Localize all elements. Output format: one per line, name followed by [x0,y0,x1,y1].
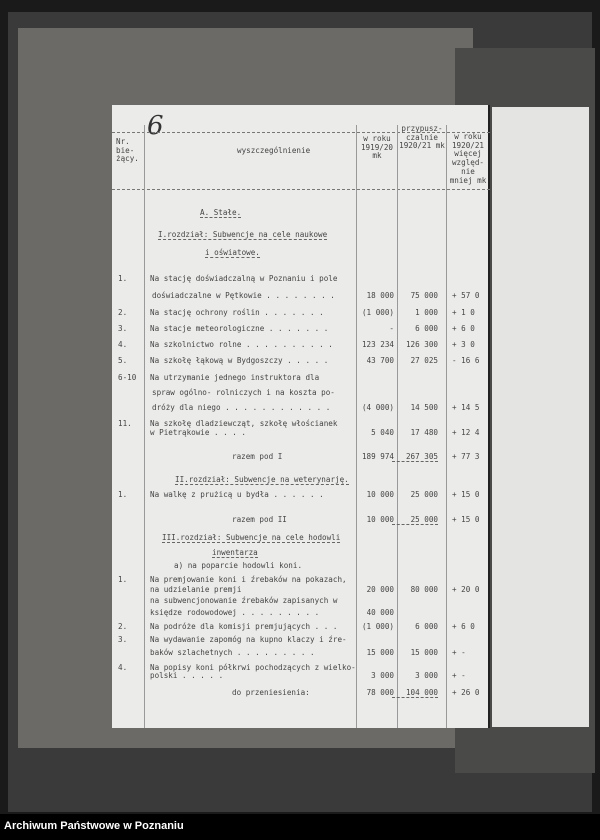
value-1919-20: (4 000) [361,403,394,412]
chapter-3-title: III.rozdział: Subwencje na cele hodowli [162,533,341,542]
total-chapter-1-label: razem pod I [232,452,283,461]
value-1919-20: 10 000 [366,490,394,499]
carry-forward-1920-21: 104 000 [392,689,438,698]
value-difference: + 57 0 [452,291,480,300]
chapter-1-title: I.rozdział: Subwencje na cele naukowe [158,230,328,239]
row-number: 1. [118,274,128,283]
document-page [112,105,490,728]
row-description: Na szkołę łąkową w Bydgoszczy . . . . . [150,356,329,365]
header-col2: przypusz- czalnie 1920/21 mk [399,124,445,151]
total-chapter-2-1919-20: 10 000 [366,515,394,524]
section-a-title: A. Stałe. [200,208,242,217]
header-col3: w roku 1920/21 więcej względ- nie mniej mk [449,132,487,185]
value-1919-20: 18 000 [366,291,394,300]
value-1920-21: 126 300 [405,340,438,349]
column-divider [356,125,357,728]
row-description: księdze rodowodowej . . . . . . . . . [150,608,320,617]
value-1919-20: 40 000 [366,608,394,617]
row-description: Na stacje meteorologiczne . . . . . . . [150,324,329,333]
carry-forward-difference: + 26 0 [452,688,480,697]
value-difference: + 14 5 [452,403,480,412]
header-nr: Nr. bie- żący. [116,137,139,164]
value-1920-21: 14 500 [410,403,438,412]
value-1920-21: 3 000 [415,671,438,680]
row-description: na subwencjonowanie źrebaków zapisanych w [150,596,338,605]
value-1920-21: 15 000 [410,648,438,657]
chapter-1-title-cont: i oświatowe. [205,248,260,257]
value-1920-21: 80 000 [410,585,438,594]
value-1920-21: 1 000 [415,308,438,317]
row-number: 1. [118,575,128,584]
column-divider [446,125,447,728]
value-difference: + 6 0 [452,324,475,333]
row-description: Na popisy koni półkrwi pochodzących z wielko- [150,663,356,672]
value-difference: + 6 0 [452,622,475,631]
column-divider [144,125,145,728]
value-1920-21: 27 025 [410,356,438,365]
chapter-3-title-cont: inwentarza [212,548,258,557]
value-1919-20: - [389,324,394,333]
row-description: Na podróże dla komisji premjujących . . . [150,622,338,631]
row-description: polski . . . . . [150,671,224,680]
value-1919-20: 5 040 [371,428,394,437]
value-1919-20: 43 700 [366,356,394,365]
chapter-2-title: II.rozdział: Subwencje na weterynarję. [175,475,349,484]
row-number: 4. [118,340,128,349]
header-desc: wyszczególnienie [237,146,311,155]
value-1919-20: 123 234 [361,340,394,349]
row-description: na udzielanie premji [150,585,242,594]
value-1919-20: 15 000 [366,648,394,657]
header-rule-bottom [112,189,490,190]
row-number: 4. [118,663,128,672]
total-chapter-2-label: razem pod II [232,515,287,524]
row-description: Na premjowanie koni i źrebaków na pokazach, [150,575,347,584]
row-description: Na szkolnictwo rolne . . . . . . . . . . [150,340,333,349]
value-1920-21: 6 000 [415,622,438,631]
value-difference: - 16 6 [452,356,480,365]
row-description: Na stację ochrony roślin . . . . . . . [150,308,324,317]
value-1920-21: 6 000 [415,324,438,333]
column-divider [397,125,398,728]
archive-credit: Archiwum Państwowe w Poznaniu [4,820,184,832]
value-difference: + - [452,648,466,657]
row-description: w Pietrąkowie . . . . [150,428,247,437]
row-number: 3. [118,635,128,644]
row-description: baków szlachetnych . . . . . . . . . [150,648,315,657]
row-description: Na wydawanie zapomóg na kupno klaczy i źre- [150,635,347,644]
value-1919-20: 3 000 [371,671,394,680]
value-difference: + 12 4 [452,428,480,437]
total-chapter-1-1919-20: 189 974 [361,452,394,461]
row-description: Na stację doświadczalną w Poznaniu i pole [150,274,338,283]
total-chapter-2-1920-21: 25 000 [392,516,438,525]
row-description: Na utrzymanie jednego instruktora dla [150,373,320,382]
value-difference: + - [452,671,466,680]
value-1920-21: 25 000 [410,490,438,499]
row-description: spraw ogólno- rolniczych i na koszta po- [152,388,335,397]
value-difference: + 20 0 [452,585,480,594]
row-description: Na szkołę dladziewcząt, szkołę włościanek [150,419,338,428]
row-number: 11. [118,419,132,428]
value-1920-21: 75 000 [410,291,438,300]
row-number: 2. [118,622,128,631]
value-1920-21: 17 480 [410,428,438,437]
carry-forward-label: do przeniesienia: [232,688,310,697]
total-chapter-1-difference: + 77 3 [452,452,480,461]
row-number: 3. [118,324,128,333]
row-number: 1. [118,490,128,499]
adjacent-page-strip [492,107,589,727]
value-difference: + 15 0 [452,490,480,499]
row-number: 6-10 [118,373,137,382]
total-chapter-1-1920-21: 267 305 [392,453,438,462]
row-description: doświadczalne w Pętkowie . . . . . . . . [152,291,335,300]
value-1919-20: (1 000) [361,622,394,631]
value-1919-20: 20 000 [366,585,394,594]
row-number: 2. [118,308,128,317]
header-col1: w roku 1919/20 mk [360,134,393,161]
value-difference: + 1 0 [452,308,475,317]
value-1919-20: (1 000) [361,308,394,317]
row-description: Na walkę z prużicą u bydła . . . . . . [150,490,324,499]
subsection-a-title: a) na poparcie hodowli koni. [174,561,303,570]
row-number: 5. [118,356,128,365]
page-number: 6 [147,111,164,141]
row-description: dróży dla niego . . . . . . . . . . . . [152,403,331,412]
carry-forward-1919-20: 78 000 [366,688,394,697]
value-difference: + 3 0 [452,340,475,349]
total-chapter-2-difference: + 15 0 [452,515,480,524]
footer-bar [0,814,600,840]
